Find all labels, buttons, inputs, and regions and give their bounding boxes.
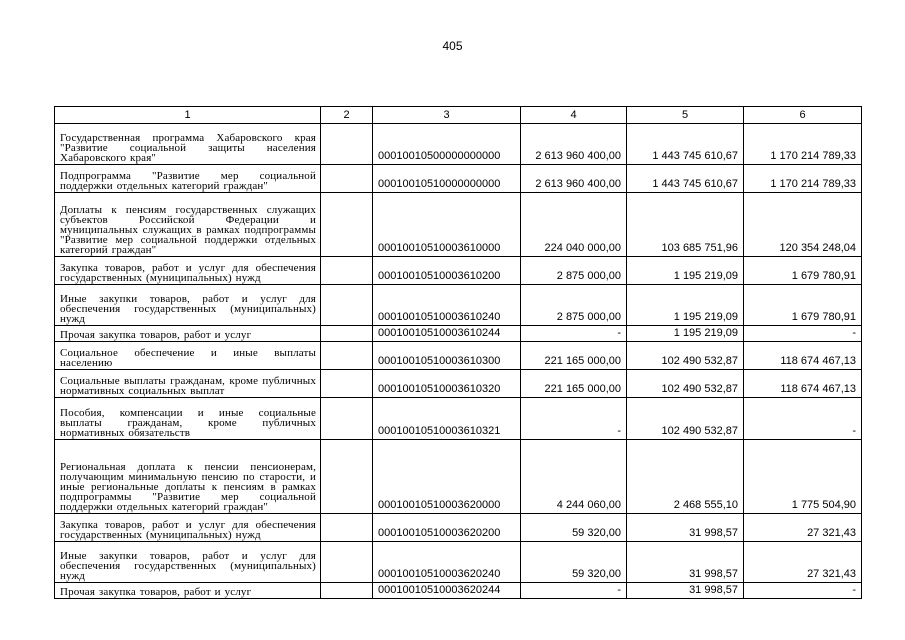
table-row	[55, 583, 862, 599]
column-header-1: 1	[55, 107, 321, 124]
row-value-6: 1 170 214 789,33	[744, 165, 862, 193]
row-value-5: 102 490 532,87	[627, 398, 744, 440]
row-value-4: 59 320,00	[521, 514, 627, 542]
row-value-4: -	[521, 583, 627, 599]
row-value-4: 2 613 960 400,00	[521, 124, 627, 165]
table-row	[55, 370, 862, 398]
row-value-5: 1 443 745 610,67	[627, 124, 744, 165]
table-row	[55, 514, 862, 542]
row-value-5: 103 685 751,96	[627, 193, 744, 257]
row-name: Иные закупки товаров, работ и услуг для обеспечения государственных (муниципальных) нужд	[55, 542, 321, 583]
page-number: 405	[442, 39, 463, 53]
row-code: 00010010510003620240	[373, 542, 521, 583]
row-col2	[321, 326, 373, 342]
row-value-4: 224 040 000,00	[521, 193, 627, 257]
row-value-4: 2 613 960 400,00	[521, 165, 627, 193]
row-col2	[321, 285, 373, 326]
row-value-4: 221 165 000,00	[521, 370, 627, 398]
row-code: 00010010510003620200	[373, 514, 521, 542]
row-code: 00010010500000000000	[373, 124, 521, 165]
row-col2	[321, 542, 373, 583]
row-name: Иные закупки товаров, работ и услуг для обеспечения государственных (муниципальных) нужд	[55, 285, 321, 326]
row-name: Закупка товаров, работ и услуг для обеспечения государственных (муниципальных) нужд	[55, 257, 321, 285]
row-value-6: -	[744, 398, 862, 440]
table-row	[55, 124, 862, 165]
row-name: Доплаты к пенсиям государственных служащих субъектов Российской Федерации и муниципальных служащих в рамках подпрограммы "Развитие мер социальной поддержки отдельных категорий граждан"	[55, 193, 321, 257]
row-value-4: 2 875 000,00	[521, 285, 627, 326]
row-code: 00010010510003610300	[373, 342, 521, 370]
row-code: 00010010510003610321	[373, 398, 521, 440]
row-col2	[321, 440, 373, 514]
row-value-6: -	[744, 326, 862, 342]
row-value-6: -	[744, 583, 862, 599]
row-name: Социальное обеспечение и иные выплаты населению	[55, 342, 321, 370]
row-code: 00010010510003610000	[373, 193, 521, 257]
table-row	[55, 326, 862, 342]
table-row	[55, 440, 862, 514]
row-name: Региональная доплата к пенсии пенсионерам, получающим минимальную пенсию по старости, и иные региональные доплаты к пенсиям в рамках подпрограммы "Развитие мер социальной поддержки отдельных категорий граждан"	[55, 440, 321, 514]
row-value-6: 1 775 504,90	[744, 440, 862, 514]
column-header-4: 4	[521, 107, 627, 124]
row-name: Подпрограмма "Развитие мер социальной поддержки отдельных категорий граждан"	[55, 165, 321, 193]
row-value-5: 31 998,57	[627, 542, 744, 583]
row-col2	[321, 165, 373, 193]
table-row	[55, 165, 862, 193]
row-value-5: 1 195 219,09	[627, 257, 744, 285]
row-value-6: 120 354 248,04	[744, 193, 862, 257]
header-row	[55, 107, 862, 124]
table-row	[55, 193, 862, 257]
row-col2	[321, 583, 373, 599]
row-code: 00010010510003610244	[373, 326, 521, 342]
row-name: Прочая закупка товаров, работ и услуг	[55, 583, 321, 599]
row-value-5: 102 490 532,87	[627, 342, 744, 370]
row-code: 00010010510000000000	[373, 165, 521, 193]
row-value-5: 1 443 745 610,67	[627, 165, 744, 193]
row-code: 00010010510003610320	[373, 370, 521, 398]
column-header-3: 3	[373, 107, 521, 124]
row-value-6: 1 679 780,91	[744, 257, 862, 285]
row-col2	[321, 398, 373, 440]
row-value-5: 31 998,57	[627, 583, 744, 599]
row-name: Прочая закупка товаров, работ и услуг	[55, 326, 321, 342]
row-value-5: 102 490 532,87	[627, 370, 744, 398]
table-row	[55, 257, 862, 285]
table-row	[55, 542, 862, 583]
row-value-6: 118 674 467,13	[744, 370, 862, 398]
row-value-4: 221 165 000,00	[521, 342, 627, 370]
table-row	[55, 342, 862, 370]
table-row	[55, 398, 862, 440]
budget-table-body	[55, 107, 862, 599]
column-header-5: 5	[627, 107, 744, 124]
table-row	[55, 285, 862, 326]
row-col2	[321, 124, 373, 165]
row-value-5: 1 195 219,09	[627, 285, 744, 326]
row-value-6: 27 321,43	[744, 542, 862, 583]
row-col2	[321, 370, 373, 398]
column-header-2: 2	[321, 107, 373, 124]
row-name: Государственная программа Хабаровского края "Развитие социальной защиты населения Хабаровского края"	[55, 124, 321, 165]
row-name: Социальные выплаты гражданам, кроме публичных нормативных социальных выплат	[55, 370, 321, 398]
budget-table	[54, 106, 862, 599]
row-value-5: 1 195 219,09	[627, 326, 744, 342]
row-col2	[321, 514, 373, 542]
row-value-4: 2 875 000,00	[521, 257, 627, 285]
row-code: 00010010510003620000	[373, 440, 521, 514]
row-name: Закупка товаров, работ и услуг для обеспечения государственных (муниципальных) нужд	[55, 514, 321, 542]
row-name: Пособия, компенсации и иные социальные выплаты гражданам, кроме публичных нормативных обязательств	[55, 398, 321, 440]
row-code: 00010010510003610200	[373, 257, 521, 285]
row-value-6: 1 679 780,91	[744, 285, 862, 326]
row-value-5: 31 998,57	[627, 514, 744, 542]
row-value-6: 1 170 214 789,33	[744, 124, 862, 165]
row-value-4: -	[521, 326, 627, 342]
row-value-5: 2 468 555,10	[627, 440, 744, 514]
row-value-4: -	[521, 398, 627, 440]
row-value-4: 4 244 060,00	[521, 440, 627, 514]
row-col2	[321, 193, 373, 257]
row-col2	[321, 342, 373, 370]
row-code: 00010010510003610240	[373, 285, 521, 326]
row-col2	[321, 257, 373, 285]
row-code: 00010010510003620244	[373, 583, 521, 599]
row-value-6: 118 674 467,13	[744, 342, 862, 370]
row-value-4: 59 320,00	[521, 542, 627, 583]
row-value-6: 27 321,43	[744, 514, 862, 542]
column-header-6: 6	[744, 107, 862, 124]
